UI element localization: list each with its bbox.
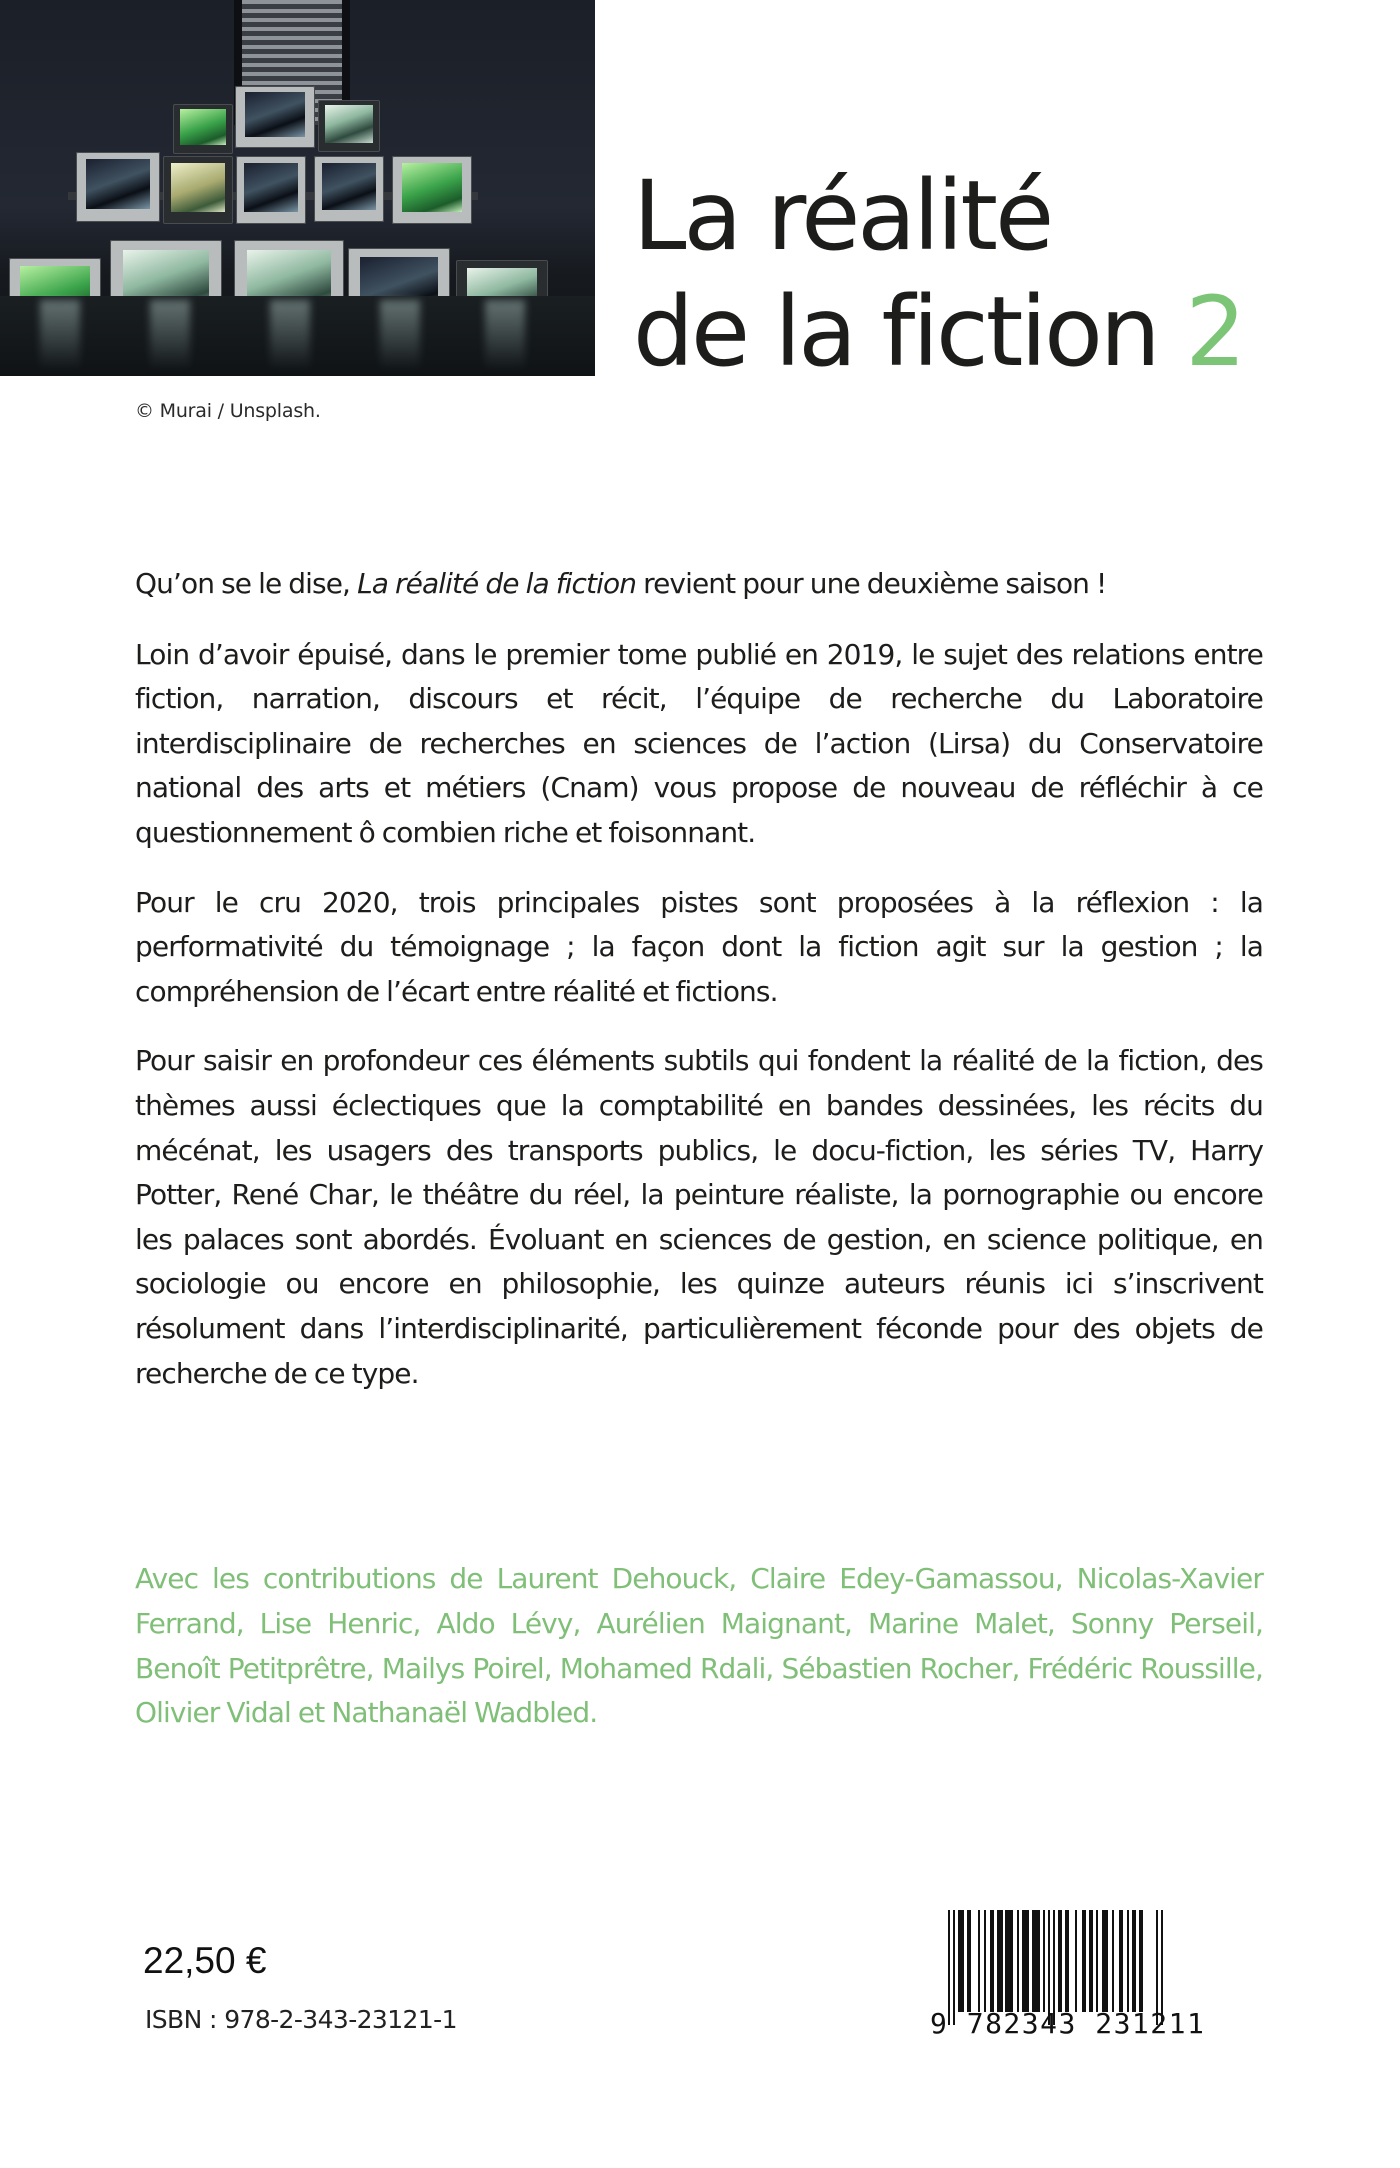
blurb-paragraph: Pour le cru 2020, trois principales pistes sont proposées à la réflexion : la performativité du témoignage ; la façon dont la fiction agit sur la gestion ; la compréhension de l’écart entre réalité et fictions. (135, 885, 1263, 1008)
floor-reflection (380, 300, 420, 370)
price: 22,50 € (143, 1940, 267, 1981)
book-title (633, 158, 1243, 390)
title-line-2 (633, 274, 1243, 390)
intro-text-end: revient pour une deuxième saison ! (636, 567, 1107, 600)
tv-icon (173, 104, 233, 154)
tv-icon (314, 156, 384, 222)
tv-icon (76, 152, 160, 222)
intro-italic-title: La réalité de la fiction (357, 567, 637, 600)
floor-reflection (270, 300, 310, 370)
blurb-intro (135, 562, 1263, 607)
barcode-digits: 9 782343 231211 (930, 2007, 1206, 2040)
isbn: ISBN : 978-2-343-23121-1 (145, 2005, 457, 2034)
photo-credit: © Murai / Unsplash. (135, 400, 321, 422)
title-line-2-text: de la fiction (633, 276, 1158, 388)
tv-icon (318, 100, 380, 152)
tv-icon (236, 156, 306, 224)
blurb-paragraph: Pour saisir en profondeur ces éléments subtils qui fondent la réalité de la fiction, des thèmes aussi éclectiques que la comptabilité en bandes dessinées, les récits du mécénat, les usagers des transports publics, le docu-fiction, les séries TV, Harry Potter, René Char, le théâtre du réel, la peinture réaliste, la pornographie ou encore les palaces sont abordés. Évoluant en sciences de gestion, en science politique, en sociologie ou encore en philosophie, les quinze auteurs réunis ici s’inscrivent résolument dans l’interdisciplinarité, particulièrement féconde pour des objets de recherche de ce type. (135, 1044, 1263, 1390)
tv-icon (392, 156, 472, 224)
blurb-paragraph: Loin d’avoir épuisé, dans le premier tome publié en 2019, le sujet des relations entre fiction, narration, discours et récit, l’équipe de recherche du Laboratoire interdisciplinaire de recherches en sciences de l’action (Lirsa) du Conservatoire national des arts et métiers (Cnam) vous propose de nouveau de réfléchir à ce questionnement ô combien riche et foisonnant. (135, 637, 1263, 849)
floor-reflection (485, 300, 525, 370)
cover-photo (0, 0, 595, 376)
barcode (930, 1905, 1206, 2040)
volume-number: 2 (1185, 276, 1244, 388)
tv-icon (163, 156, 233, 224)
title-line-1: La réalité (633, 160, 1052, 272)
tv-icon (235, 86, 315, 148)
intro-text: Qu’on se le dise, (135, 567, 358, 600)
blurb (135, 562, 1263, 1421)
floor-reflection (150, 300, 190, 370)
contributors-list: Avec les contributions de Laurent Dehouck, Claire Edey-Gamassou, Nicolas-Xavier Ferrand, Lise Henric, Aldo Lévy, Aurélien Maignant, Marine Malet, Sonny Perseil, Benoît Petitprêtre, Mailys Poirel, Mohamed Rdali, Sébastien Rocher, Frédéric Roussille, Olivier Vidal et Nathanaël Wadbled. (135, 1562, 1263, 1730)
floor-reflection (40, 300, 80, 370)
